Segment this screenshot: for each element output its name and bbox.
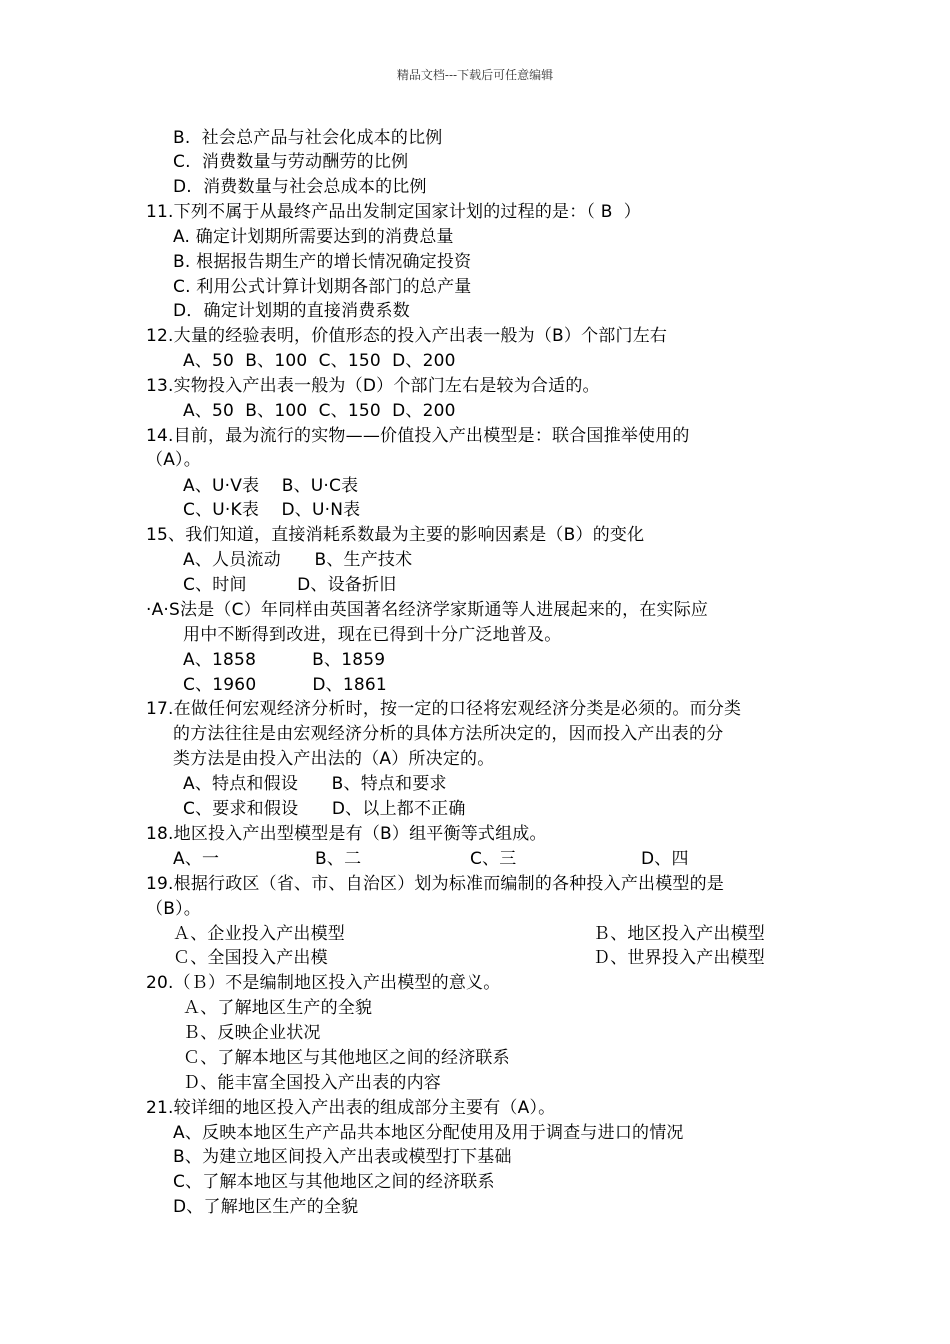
question-14-cont: （A）。 [146,450,201,470]
question-17: 17.在做任何宏观经济分析时，按一定的口径将宏观经济分类是必须的。而分类 [146,699,742,719]
question-12: 12.大量的经验表明，价值形态的投入产出表一般为（B）个部门左右 [146,326,668,346]
options-14-ab: A、U·V表 B、U·C表 [183,476,359,496]
option-10-b: B. 社会总产品与社会化成本的比例 [173,128,443,148]
option-20-b: Ｂ、反映企业状况 [183,1023,321,1043]
question-20: 20.（Ｂ）不是编制地区投入产出模型的意义。 [146,973,501,993]
options-15-ab: A、人员流动 B、生产技术 [183,550,413,570]
option-21-a: A、反映本地区生产产品共本地区分配使用及用于调查与进口的情况 [173,1123,684,1143]
option-20-c: Ｃ、了解本地区与其他地区之间的经济联系 [183,1048,510,1068]
options-17-cd: C、要求和假设 D、以上都不正确 [183,799,466,819]
question-13: 13.实物投入产出表一般为（D）个部门左右是较为合适的。 [146,376,600,396]
options-15-cd: C、时间 D、设备折旧 [183,575,397,595]
option-20-d: Ｄ、能丰富全国投入产出表的内容 [183,1073,441,1093]
option-21-c: C、了解本地区与其他地区之间的经济联系 [173,1172,495,1192]
question-11: 11.下列不属于从最终产品出发制定国家计划的过程的是：（ B ） [146,202,642,222]
option-19-c: Ｃ、全国投入产出模 [173,948,328,968]
option-18-a: A、一 [173,849,220,869]
option-18-b: B、二 [315,849,362,869]
option-10-d: D. 消费数量与社会总成本的比例 [173,177,427,197]
question-17-cont-1: 的方法往往是由宏观经济分析的具体方法所决定的，因而投入产出表的分 [173,724,724,744]
option-10-c: C. 消费数量与劳动酬劳的比例 [173,152,409,172]
options-17-ab: A、特点和假设 B、特点和要求 [183,774,447,794]
question-19-cont: （B）。 [146,899,201,919]
question-19: 19.根据行政区（省、市、自治区）划为标准而编制的各种投入产出模型的是 [146,874,725,894]
options-16-ab: A、1858 B、1859 [183,650,386,670]
option-19-b: Ｂ、地区投入产出模型 [593,924,765,944]
option-18-d: D、四 [641,849,689,869]
question-14: 14.目前，最为流行的实物——价值投入产出模型是：联合国推举使用的 [146,426,690,446]
option-21-b: B、为建立地区间投入产出表或模型打下基础 [173,1147,512,1167]
option-21-d: D、了解地区生产的全貌 [173,1197,359,1217]
question-15: 15、我们知道，直接消耗系数最为主要的影响因素是（B）的变化 [146,525,645,545]
page-header: 精品文档---下载后可任意编辑 [396,68,554,82]
option-11-b: B. 根据报告期生产的增长情况确定投资 [173,252,472,272]
question-16-cont: 用中不断得到改进，现在已得到十分广泛地普及。 [183,625,562,645]
option-11-c: C. 利用公式计算计划期各部门的总产量 [173,277,472,297]
options-16-cd: C、1960 D、1861 [183,675,387,695]
question-18: 18.地区投入产出型模型是有（B）组平衡等式组成。 [146,824,547,844]
option-11-a: A. 确定计划期所需要达到的消费总量 [173,227,454,247]
options-12: A、50 B、100 C、150 D、200 [183,351,456,371]
question-17-cont-2: 类方法是由投入产出法的（A）所决定的。 [173,749,495,769]
option-19-d: Ｄ、世界投入产出模型 [593,948,765,968]
option-11-d: D．确定计划期的直接消费系数 [173,301,410,321]
question-21: 21.较详细的地区投入产出表的组成部分主要有（A）。 [146,1098,556,1118]
option-19-a: Ａ、企业投入产出模型 [173,924,345,944]
question-16: ·A·S法是（C）年同样由英国著名经济学家斯通等人进展起来的，在实际应 [146,600,709,620]
options-13: A、50 B、100 C、150 D、200 [183,401,456,421]
option-20-a: Ａ、了解地区生产的全貌 [183,998,373,1018]
option-18-c: C、三 [470,849,517,869]
options-14-cd: C、U·K表 D、U·N表 [183,500,361,520]
